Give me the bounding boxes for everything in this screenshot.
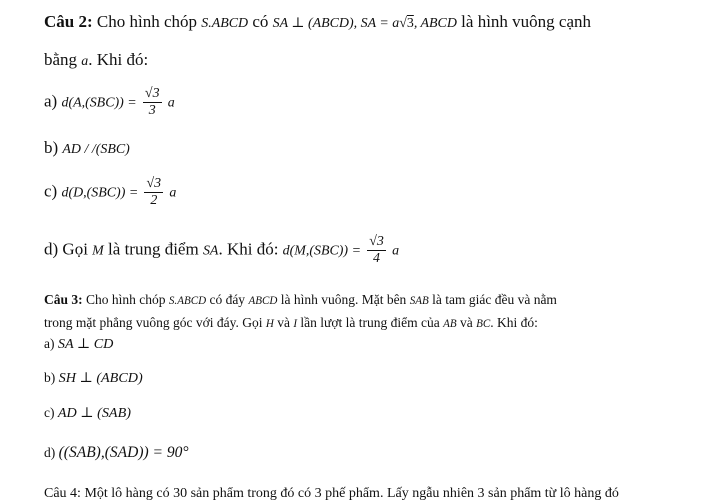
fraction: $\frac{√3}{3}$ [144, 86, 160, 119]
q3-option-b [44, 370, 143, 387]
q2-pyramid: S.ABCD [201, 16, 249, 31]
q2-intro-line-2 [44, 50, 148, 70]
q3-title: Câu 3: [44, 292, 83, 307]
q2-var-a: a [81, 54, 89, 69]
q2-option-c [44, 176, 176, 209]
cutoff-next-question: Câu 4: Một lô hàng có 30 sản phẩm trong đó có 3 phế phẩm. Lấy ngẫu nhiên 3 sản phẩm từ lô hàng đó [44, 486, 619, 501]
q3-intro-line [44, 292, 557, 308]
q2-intro-text: Cho hình chóp [96, 12, 198, 31]
q3-text: Cho hình chóp [86, 292, 166, 307]
option-var-m: M [92, 243, 104, 259]
q2-condition: SA ⊥ (ABCD), SA = a√3, ABCD [272, 16, 457, 31]
q2-option-b [44, 138, 130, 158]
q2-line2-a: bằng [44, 50, 78, 69]
q3-text: . Khi đó: [490, 315, 538, 330]
q3-var-i: I [293, 318, 298, 330]
option-var: a [169, 185, 177, 201]
option-label: a) [44, 91, 58, 111]
q3-option-a [44, 336, 113, 353]
q3-option-d [44, 444, 189, 462]
option-var: a [392, 243, 400, 259]
option-expression: d(A,(SBC)) = [61, 95, 137, 111]
option-var: a [167, 95, 175, 111]
q3-text: là tam giác đều và nằm [432, 292, 557, 307]
option-label: b) [44, 138, 59, 157]
fraction: $\frac{√3}{2}$ [146, 176, 162, 209]
q3-text: trong mặt phẳng vuông góc với đáy. Gọi [44, 315, 263, 330]
option-expression: AD ⊥ (SAB) [57, 405, 131, 421]
q3-text: và [459, 315, 473, 330]
q3-var-h: H [265, 318, 274, 330]
q2-option-a [44, 86, 175, 119]
option-label: b) [44, 370, 56, 385]
q3-seg-ab: AB [443, 318, 457, 330]
option-var-sa: SA [202, 243, 219, 259]
q3-seg-bc: BC [476, 318, 491, 330]
q3-text: và [277, 315, 290, 330]
option-text: Gọi [62, 239, 88, 259]
q2-line2-b: . Khi đó: [88, 50, 149, 69]
q2-option-d [44, 234, 399, 267]
q3-text: là hình vuông. Mặt bên [280, 292, 407, 307]
option-label: a) [44, 336, 55, 351]
option-label: d) [44, 445, 56, 460]
option-text: . Khi đó: [218, 239, 279, 259]
q3-text: có đáy [209, 292, 246, 307]
option-expression: d(M,(SBC)) = [282, 243, 361, 259]
option-expression: AD / /(SBC) [62, 142, 130, 157]
option-expression: d(D,(SBC)) = [61, 185, 139, 201]
q2-title: Câu 2: [44, 12, 93, 31]
option-expression: SA ⊥ CD [57, 336, 114, 352]
option-expression: SH ⊥ (ABCD) [58, 370, 143, 386]
q3-option-c [44, 405, 131, 422]
q3-text: lần lượt là trung điểm của [300, 315, 440, 330]
q3-base: ABCD [248, 295, 278, 307]
q3-face: SAB [409, 295, 429, 307]
q2-intro-line [44, 12, 591, 32]
option-label: d) [44, 239, 59, 259]
q3-intro-line-2 [44, 315, 538, 331]
fraction: $\frac{√3}{4}$ [369, 234, 384, 267]
q2-co: có [252, 12, 269, 31]
option-text: là trung điểm [108, 239, 199, 259]
option-expression: ((SAB),(SAD)) = 90° [58, 444, 189, 461]
option-label: c) [44, 405, 55, 420]
option-label: c) [44, 181, 58, 201]
q3-pyramid: S.ABCD [168, 295, 207, 307]
q2-intro-end: là hình vuông cạnh [461, 12, 592, 31]
